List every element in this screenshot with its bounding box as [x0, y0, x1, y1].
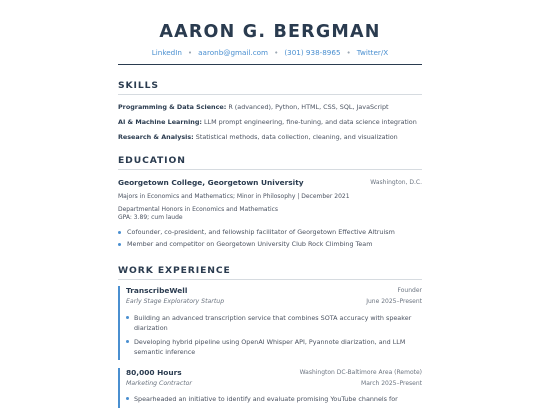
honors-line: Departmental Honors in Economics and Mathematics — [118, 206, 279, 213]
separator-dot: • — [187, 48, 193, 57]
skill-row — [118, 103, 422, 111]
job-bullet — [126, 337, 422, 357]
job-company: TranscribeWell — [126, 286, 188, 295]
degree-line: Majors in Economics and Mathematics; Minor in Philosophy | December 2021 — [118, 193, 350, 200]
education-header — [118, 178, 422, 190]
job-location: Washington DC-Baltimore Area (Remote) — [299, 369, 422, 376]
job-entry — [118, 368, 422, 408]
job-company: 80,000 Hours — [126, 368, 182, 377]
job-subtitle: Early Stage Exploratory Startup — [126, 298, 225, 305]
skill-value: Statistical methods, data collection, cleaning, and visualization — [195, 133, 398, 141]
skill-label: Programming & Data Science: — [118, 103, 227, 111]
school-name: Georgetown College, Georgetown University — [118, 178, 304, 187]
bullet-text: Developing hybrid pipeline using OpenAI Whisper API, Pyannote diarization, and LLM semantic inference — [134, 338, 406, 356]
bullet-dot — [118, 243, 121, 246]
bullet-dot — [118, 231, 121, 234]
candidate-name: AARON G. BERGMAN — [159, 22, 381, 42]
bullet-dot — [126, 397, 129, 400]
job-bullet — [126, 313, 422, 333]
work-heading: WORK EXPERIENCE — [118, 265, 422, 280]
job-role: Founder — [397, 287, 422, 294]
education-bullet — [118, 227, 422, 238]
school-location: Washington, D.C. — [370, 179, 422, 186]
phone-link[interactable]: (301) 938-8965 — [284, 48, 341, 57]
job-dates: June 2025–Present — [366, 298, 422, 305]
skill-label: Research & Analysis: — [118, 133, 194, 141]
job-subtitle: Marketing Contractor — [126, 380, 192, 387]
skill-row — [118, 118, 422, 126]
job-accent-bar — [118, 368, 120, 408]
education-heading: EDUCATION — [118, 155, 422, 170]
skill-value: LLM prompt engineering, fine-tuning, and data science integration — [204, 118, 417, 126]
job-dates: March 2025–Present — [361, 380, 422, 387]
job-entry — [118, 286, 422, 360]
skill-row — [118, 133, 422, 141]
job-accent-bar — [118, 286, 120, 360]
skill-value: R (advanced), Python, HTML, CSS, SQL, JavaScript — [228, 103, 389, 111]
email-link[interactable]: aaronb@gmail.com — [198, 48, 269, 57]
job-bullet — [126, 394, 422, 404]
gpa-line: GPA: 3.89; cum laude — [118, 214, 183, 221]
bullet-text: Spearheaded an initiative to identify and evaluate promising YouTube channels for — [134, 395, 398, 403]
bullet-dot — [126, 340, 129, 343]
bullet-text: Member and competitor on Georgetown University Club Rock Climbing Team — [127, 240, 373, 248]
bullet-text: Cofounder, co-president, and fellowship facilitator of Georgetown Effective Altruism — [127, 228, 395, 236]
bullet-text: Building an advanced transcription service that combines SOTA accuracy with speaker diarization — [134, 314, 412, 332]
separator-dot: • — [274, 48, 279, 57]
separator-dot: • — [346, 48, 351, 57]
header-divider — [118, 64, 422, 65]
contact-line — [0, 48, 540, 57]
linkedin-link[interactable]: LinkedIn — [151, 48, 182, 57]
twitter-link[interactable]: Twitter/X — [356, 48, 389, 57]
education-bullet — [118, 239, 422, 250]
skills-heading: SKILLS — [118, 80, 422, 95]
skill-label: AI & Machine Learning: — [118, 118, 202, 126]
bullet-dot — [126, 316, 129, 319]
